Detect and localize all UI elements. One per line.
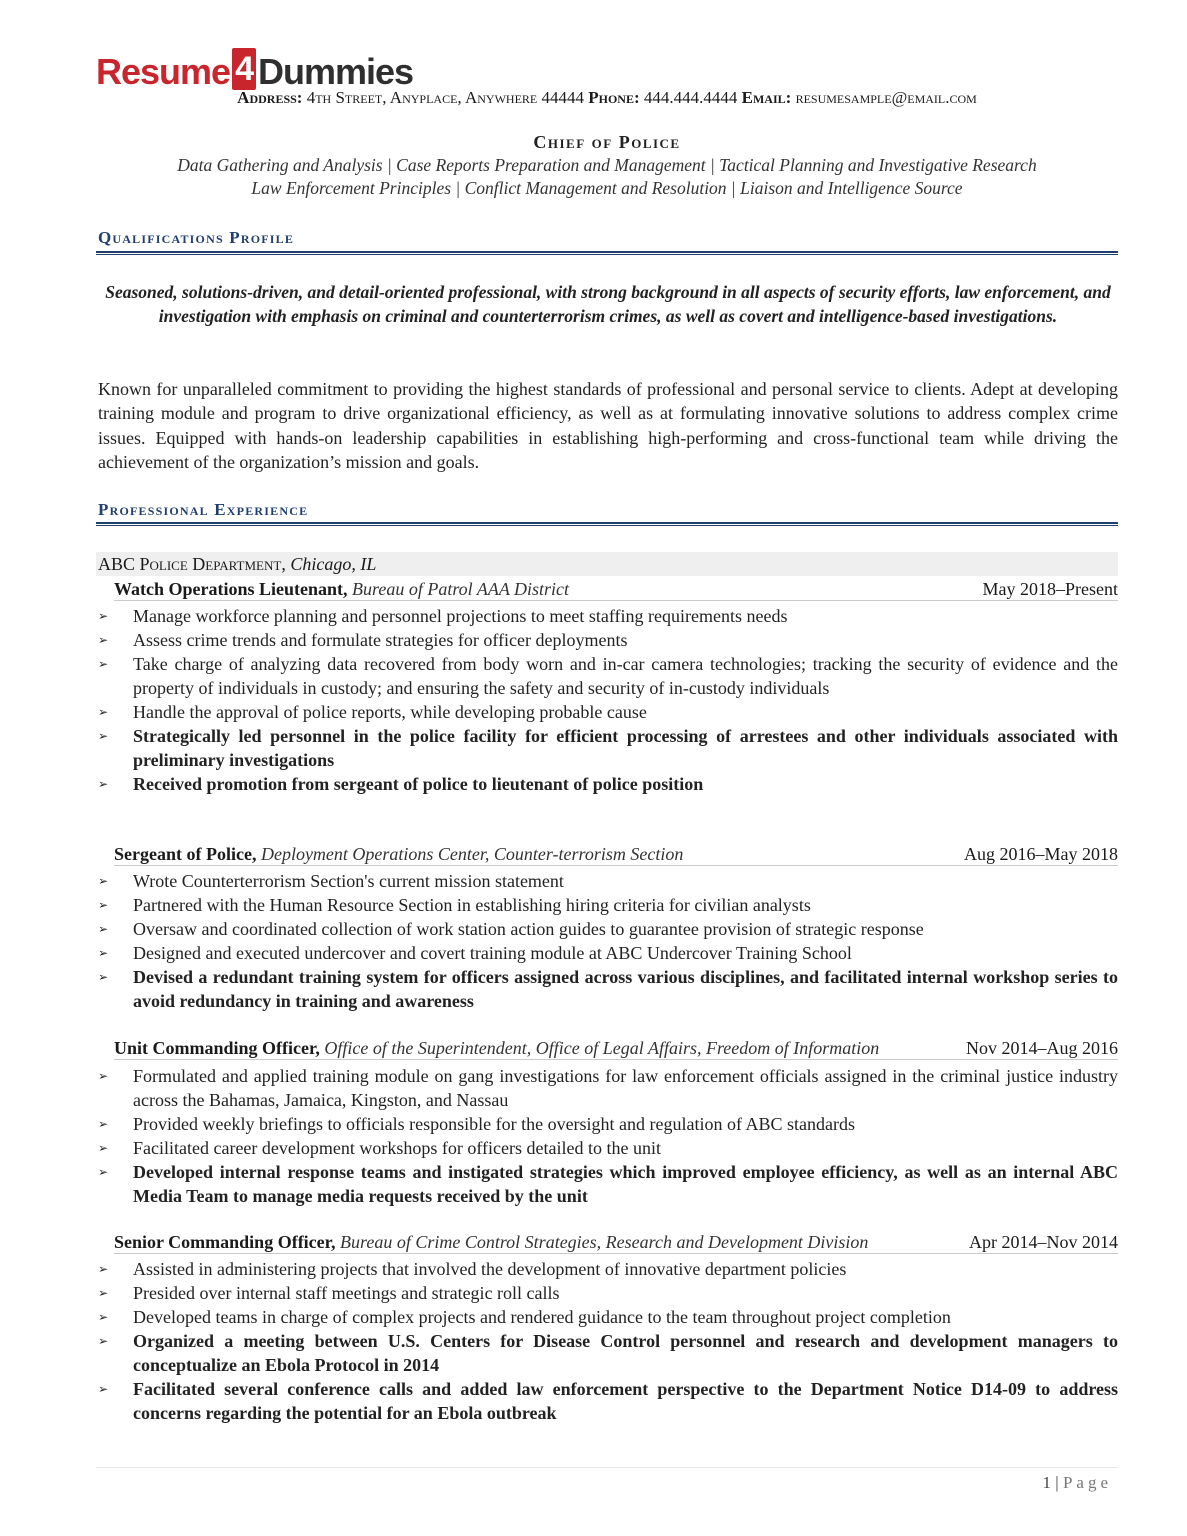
profile-paragraph: Known for unparalleled commitment to providing the highest standards of professional and personal service to clients. Adept at developing training module and program to drive organizational efficiency, as well as at formulating innovative solutions to address complex crime issues. Equipped with hands-on leadership capabilities in establishing high-performing and cross-functional team while driving the achievement of the organization’s mission and goals. <box>98 379 1118 473</box>
bullet-item: ➢ Wrote Counterterrorism Section's current mission statement <box>98 871 564 891</box>
role-bullets <box>96 869 1118 1013</box>
role-header <box>114 1036 1118 1060</box>
bullet-item: ➢ Assisted in administering projects that involved the development of innovative department policies <box>98 1259 847 1279</box>
role-dates: Nov 2014–Aug 2016 <box>966 1038 1118 1058</box>
logo-four-badge: 4 <box>232 48 256 90</box>
bullet-item: ➢ Received promotion from sergeant of police to lieutenant of police position <box>98 774 704 794</box>
role-department: Bureau of Crime Control Strategies, Research and Development Division <box>340 1232 869 1252</box>
role-department: Bureau of Patrol AAA District <box>352 579 570 599</box>
bullet-item: ➢ Presided over internal staff meetings and strategic roll calls <box>98 1283 560 1303</box>
bullet-arrow-icon: ➢ <box>98 1382 109 1396</box>
bullet-arrow-icon: ➢ <box>98 705 109 719</box>
company-location: Chicago, IL <box>290 554 377 574</box>
job-title: Chief of Police <box>533 132 681 152</box>
page-separator: | <box>1055 1473 1059 1492</box>
bullet-item: ➢ Facilitated career development workshops for officers detailed to the unit <box>98 1138 661 1158</box>
bullet-arrow-icon: ➢ <box>98 1069 109 1083</box>
role-header <box>114 577 1118 601</box>
bullet-item: ➢ Assess crime trends and formulate strategies for officer deployments <box>98 630 628 650</box>
bullet-arrow-icon: ➢ <box>98 1334 109 1348</box>
role-dates: May 2018–Present <box>982 579 1118 599</box>
role-dates: Aug 2016–May 2018 <box>964 844 1118 864</box>
bullet-arrow-icon: ➢ <box>98 874 109 888</box>
bullet-arrow-icon: ➢ <box>98 1262 109 1276</box>
contact-line <box>96 88 1118 108</box>
bullet-arrow-icon: ➢ <box>98 777 109 791</box>
bullet-item: ➢ Designed and executed undercover and covert training module at ABC Undercover Training School <box>98 943 852 963</box>
page-footer <box>1043 1473 1112 1493</box>
role-dates: Apr 2014–Nov 2014 <box>969 1232 1118 1252</box>
bullet-arrow-icon: ➢ <box>98 1286 109 1300</box>
role-header <box>114 1230 1118 1254</box>
bullet-arrow-icon: ➢ <box>98 609 109 623</box>
bullet-arrow-icon: ➢ <box>98 1117 109 1131</box>
page-word: Page <box>1062 1473 1112 1492</box>
role-title: Watch Operations Lieutenant, <box>114 579 348 599</box>
role-bullets <box>96 1064 1118 1208</box>
page-number: 1 <box>1042 1473 1052 1492</box>
phone-value: 444.444.4444 <box>643 88 738 107</box>
bullet-item: ➢ Developed internal response teams and instigated strategies which improved employee efficiency, as well as an internal ABC Media Team to manage media requests received by the unit <box>98 1162 1118 1206</box>
bullet-item: ➢ Take charge of analyzing data recovered from body worn and in-car camera technologies; tracking the security of evidence and the property of individuals in custody; and ensuring the safety and security of in-custody individuals <box>98 654 1118 698</box>
bullet-item: ➢ Handle the approval of police reports, while developing probable cause <box>98 702 647 722</box>
email-label: Email: <box>741 88 792 107</box>
bullet-arrow-icon: ➢ <box>98 729 109 743</box>
section-divider <box>96 522 1118 526</box>
role-bullets <box>96 604 1118 796</box>
bullet-arrow-icon: ➢ <box>98 633 109 647</box>
bullet-item: ➢ Strategically led personnel in the police facility for efficient processing of arrestees and other individuals associated with preliminary investigations <box>98 726 1118 770</box>
bullet-item: ➢ Formulated and applied training module on gang investigations for law enforcement officials assigned in the criminal justice industry across the Bahamas, Jamaica, Kingston, and Nassau <box>98 1066 1118 1110</box>
footer-divider <box>96 1467 1118 1468</box>
role-bullets <box>96 1257 1118 1425</box>
bullet-item: ➢ Partnered with the Human Resource Section in establishing hiring criteria for civilian analysts <box>98 895 811 915</box>
qualifications-heading: Qualifications Profile <box>98 228 295 247</box>
bullet-item: ➢ Devised a redundant training system for officers assigned across various disciplines, and facilitated internal workshop series to avoid redundancy in training and awareness <box>98 967 1118 1011</box>
bullet-arrow-icon: ➢ <box>98 898 109 912</box>
bullet-item: ➢ Organized a meeting between U.S. Centers for Disease Control personnel and research and development managers to conceptualize an Ebola Protocol in 2014 <box>98 1331 1118 1375</box>
role-title: Sergeant of Police, <box>114 844 257 864</box>
bullet-arrow-icon: ➢ <box>98 970 109 984</box>
logo-resume-text: Resume <box>96 51 231 92</box>
company-name: ABC Police Department, <box>98 554 286 574</box>
role-department: Office of the Superintendent, Office of Legal Affairs, Freedom of Information <box>324 1038 880 1058</box>
skills-line-1: Data Gathering and Analysis | Case Reports Preparation and Management | Tactical Planning and Investigative Research <box>177 155 1037 175</box>
address-value: 4th Street, Anyplace, Anywhere 44444 <box>306 88 584 107</box>
brand-logo <box>96 40 413 90</box>
bullet-arrow-icon: ➢ <box>98 657 109 671</box>
bullet-arrow-icon: ➢ <box>98 1165 109 1179</box>
experience-heading: Professional Experience <box>98 500 309 519</box>
bullet-item: ➢ Provided weekly briefings to officials responsible for the oversight and regulation of ABC standards <box>98 1114 856 1134</box>
bullet-arrow-icon: ➢ <box>98 1141 109 1155</box>
role-header <box>114 842 1118 866</box>
skills-line-2: Law Enforcement Principles | Conflict Management and Resolution | Liaison and Intelligence Source <box>251 178 963 198</box>
address-label: Address: <box>237 88 303 107</box>
bullet-item: ➢ Oversaw and coordinated collection of work station action guides to guarantee provision of strategic response <box>98 919 924 939</box>
email-value: resumesample@email.com <box>795 88 977 107</box>
logo-dummies-text: Dummies <box>257 51 414 92</box>
company-line <box>96 552 1118 576</box>
bullet-arrow-icon: ➢ <box>98 922 109 936</box>
bullet-arrow-icon: ➢ <box>98 1310 109 1324</box>
summary-statement: Seasoned, solutions-driven, and detail-oriented professional, with strong background in all aspects of security efforts, law enforcement, and investigation with emphasis on criminal and counterterrorism crimes, as well as covert and intelligence-based investigations. <box>105 282 1111 326</box>
role-department: Deployment Operations Center, Counter-terrorism Section <box>260 844 684 864</box>
phone-label: Phone: <box>588 88 640 107</box>
bullet-item: ➢ Facilitated several conference calls and added law enforcement perspective to the Department Notice D14-09 to address concerns regarding the potential for an Ebola outbreak <box>98 1379 1118 1423</box>
role-title: Senior Commanding Officer, <box>114 1232 336 1252</box>
bullet-arrow-icon: ➢ <box>98 946 109 960</box>
bullet-item: ➢ Developed teams in charge of complex projects and rendered guidance to the team throughout project completion <box>98 1307 951 1327</box>
role-title: Unit Commanding Officer, <box>114 1038 320 1058</box>
section-divider <box>96 251 1118 255</box>
bullet-item: ➢ Manage workforce planning and personnel projections to meet staffing requirements needs <box>98 606 788 626</box>
